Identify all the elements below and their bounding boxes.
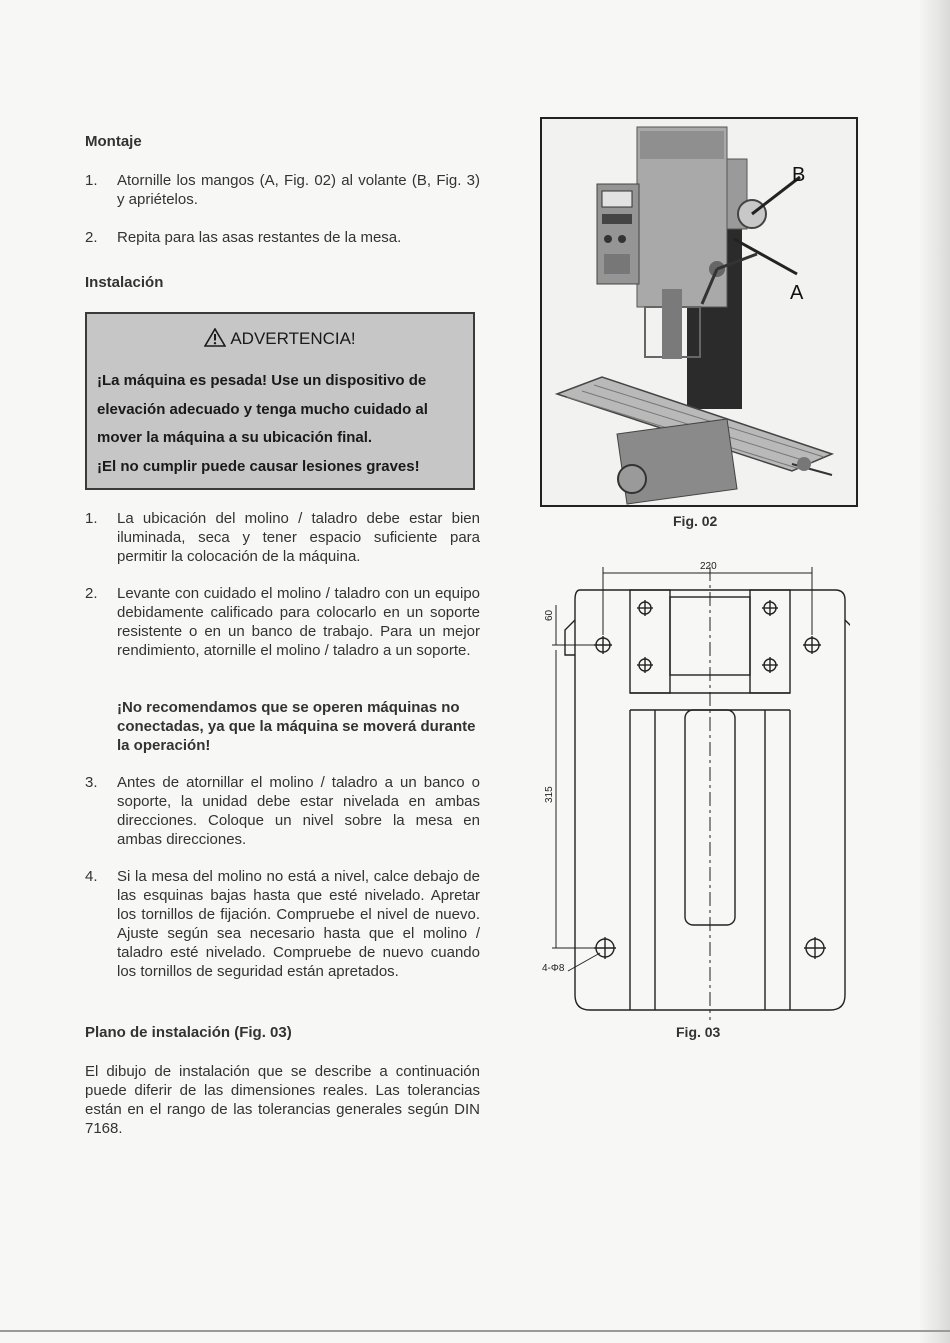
- warning-note: ¡No recomendamos que se operen máquinas no conectadas, ya que la máquina se moverá durante la operación!: [117, 699, 476, 754]
- item-number: 2.: [85, 585, 98, 602]
- instalacion-heading: Instalación: [85, 274, 164, 291]
- warning-line-2: elevación adecuado y tenga mucho cuidado al: [97, 401, 428, 418]
- montaje-heading: Montaje: [85, 133, 142, 150]
- warning-title: [87, 328, 473, 349]
- item-text: Repita para las asas restantes de la mesa.: [117, 229, 402, 246]
- montaje-item-1: [85, 171, 480, 209]
- item-text: Levante con cuidado el molino / taladro con un equipo debidamente calificado para colocarlo en un soporte resistente o en un banco de trabajo. Para un mejor rendimiento, atornille el molino / taladro a un soporte.: [117, 585, 480, 659]
- item-number: 2.: [85, 229, 98, 246]
- dim-side-label: 315: [544, 786, 555, 803]
- item-text: Si la mesa del molino no está a nivel, calce debajo de las esquinas bajas hasta que esté nivelado. Apretar los tornillos de fijación. Compruebe el nivel de nuevo. Ajuste según sea necesario hasta que el molino / taladro esté nivelado. Compruebe de nuevo cuando los tornillos de seguridad están apretados.: [117, 868, 480, 980]
- montaje-item-2: [85, 228, 480, 247]
- dim-width-label: 220: [700, 561, 717, 572]
- instalacion-item-3: [85, 773, 480, 849]
- label-b: B: [792, 164, 806, 186]
- dim-top-label: 60: [544, 609, 555, 621]
- warning-line-1: ¡La máquina es pesada! Use un dispositivo de: [97, 372, 427, 389]
- warning-triangle-icon: [204, 328, 226, 347]
- item-number: 1.: [85, 510, 98, 527]
- mill-drill-illustration: [542, 119, 856, 505]
- item-number: 4.: [85, 868, 98, 885]
- item-text: Atornille los mangos (A, Fig. 02) al volante (B, Fig. 3) y apriételos.: [117, 172, 480, 208]
- dim-hole-label: 4-Φ8: [542, 963, 565, 974]
- instalacion-item-4: [85, 867, 480, 981]
- warning-title-text: ADVERTENCIA!: [230, 329, 356, 348]
- warning-line-4: ¡El no cumplir puede causar lesiones graves!: [97, 458, 420, 475]
- plano-heading: Plano de instalación (Fig. 03): [85, 1024, 292, 1041]
- instalacion-item-1: [85, 509, 480, 566]
- item-text: La ubicación del molino / taladro debe estar bien iluminada, seca y tener espacio suficiente para permitir la colocación de la máquina.: [117, 510, 480, 565]
- figure-03-installation-plan: [540, 555, 850, 1030]
- instalacion-item-2: [85, 584, 480, 660]
- item-number: 3.: [85, 774, 98, 791]
- page-bottom-rule: [0, 1330, 950, 1332]
- plano-paragraph: El dibujo de instalación que se describe a continuación puede diferir de las dimensiones reales. Las tolerancias están en el rango de las tolerancias generales según DIN 7168.: [85, 1063, 480, 1137]
- installation-plan-drawing: [540, 555, 850, 1025]
- item-text: Antes de atornillar el molino / taladro a un banco o soporte, la unidad debe estar nivelada en ambas direcciones. Coloque un nivel sobre la mesa en ambas direcciones.: [117, 774, 480, 848]
- warning-line-3: mover la máquina a su ubicación final.: [97, 429, 373, 446]
- warning-box: [85, 312, 475, 490]
- page-edge-shadow: [920, 0, 950, 1343]
- fig02-caption: Fig. 02: [673, 513, 718, 529]
- item-number: 1.: [85, 172, 98, 189]
- label-a: A: [790, 282, 804, 304]
- fig03-caption: Fig. 03: [676, 1024, 721, 1040]
- figure-02-machine-photo: [540, 117, 858, 507]
